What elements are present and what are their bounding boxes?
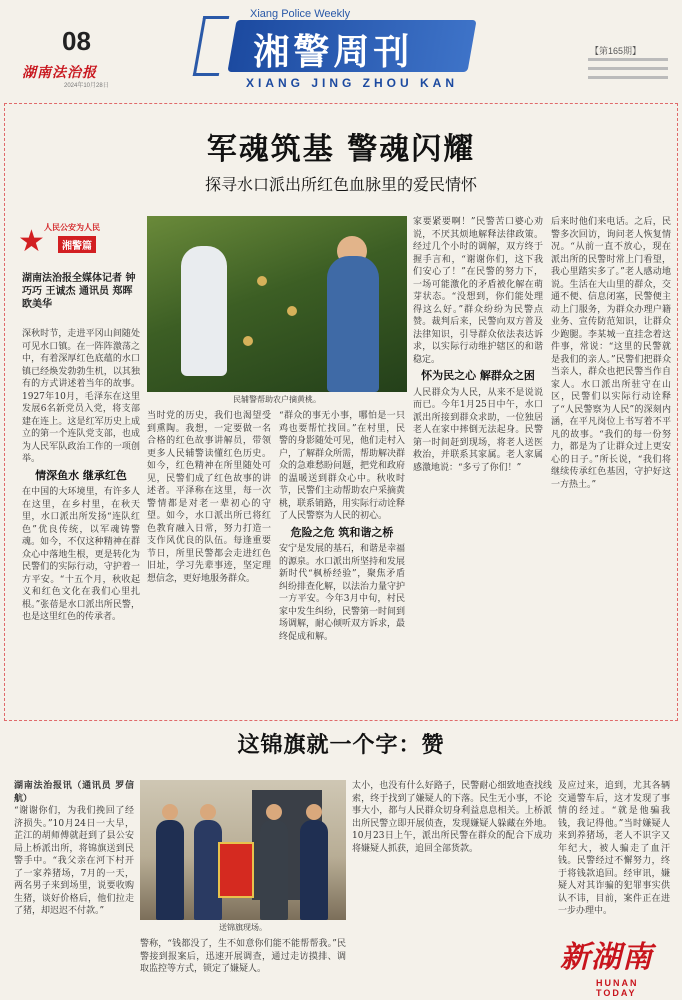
- column-tag-sub: 湘警篇: [58, 236, 96, 253]
- peach-icon: [257, 276, 267, 286]
- column-paragraph: 及应过来，追到，尤其各辆交通警车后，这才发现了事情的经过。“就是他骗我钱，我记得他。”当时嫌疑人来到养猪场，老人不识字又年纪大，被人骗走了血汗钱。民警经过不懈努力，终于将钱款追回。经审讯，嫌疑人对其诈骗的犯罪事实供认不讳，目前，案件正在进一步办理中。: [558, 781, 670, 916]
- photo-caption: 民辅警帮助农户摘黄桃。: [233, 395, 321, 404]
- editor-credits: [588, 58, 668, 85]
- officer-head: [200, 804, 216, 820]
- article2-byline: 湖南法治报讯（通讯员 罗信航）: [14, 781, 134, 804]
- brand-watermark-en: HUNAN TODAY: [596, 978, 639, 998]
- weekly-english-title: Xiang Police Weekly: [250, 8, 351, 20]
- section-title: 情深鱼水 继承红色: [35, 468, 127, 482]
- article-column-3: [279, 410, 405, 710]
- peach-icon: [287, 306, 297, 316]
- issue-number: 【第165期】: [590, 46, 642, 56]
- column-paragraph: 太小，也没有什么好路子，民警耐心细致地查找线索，终于找到了嫌疑人的下落。民生无小事，不论事大小，都与人民群众切身利益息息相关。上桥派出所民警立即开展侦查，发现嫌疑人躲藏在外地。10月23日上午，派出所民警在群众的配合下成功将嫌疑人抓获，追回全部货款。: [352, 781, 552, 854]
- article-column-5: [551, 216, 671, 710]
- citizen-figure: [260, 820, 288, 920]
- star-icon: ★: [18, 224, 45, 259]
- column-paragraph: “群众的事无小事，哪怕是一只鸡也要帮忙找回。”在村里，民警的身影随处可见，他们走村入户，了解群众所需，帮助解决群众的急难愁盼问题，把党和政府的温暖送到群众心中。秋收时节，民警们主动帮助农户采摘黄桃，联系销路，用实际行动诠释了人民警察为人民的初心。: [279, 411, 405, 521]
- column-paragraph: 安宁是发展的基石，和谐是幸福的源泉。水口派出所坚持和发展新时代“枫桥经验”，聚焦矛盾纠纷排查化解，以法治力量守护一方平安。今年3月中旬，村民家中发生纠纷，民警第一时间到场调解，耐心倾听双方诉求，最终促成和解。: [279, 544, 405, 642]
- column-paragraph: 在中国的大环境里，有许多人在这里，在乡村里，在秋天里，水口派出所发扬“连队红色”优良传统，以军魂铸警魂。如今，不仅这种精神在群众心中落地生根，更是转化为民警们的实际行动，守护着一方平安。“十五个月，秋收起义和红色文化在我们心里扎根。”张蓓是水口派出所民警，也是这里红色的传承者。: [22, 487, 140, 622]
- column-paragraph: 人民群众为人民，从来不是说说而已。今年1月25日中午，水口派出所接到群众求助，一位独居老人在家中摔倒无法起身。民警第一时间赶到现场，将老人送医救治，并联系其家属。老人家属感激地说：“多亏了你们！”: [413, 387, 543, 473]
- article2-column-3: [352, 780, 552, 994]
- officer-figure: [156, 820, 184, 920]
- officer-figure: [327, 256, 379, 392]
- officer-head: [162, 804, 178, 820]
- photo-banner-presentation: [140, 780, 346, 920]
- article-column-1: [22, 328, 140, 708]
- weekly-title-plate: [227, 20, 476, 72]
- column-tag-main: 人民公安为人民: [44, 222, 100, 232]
- peach-icon: [243, 336, 253, 346]
- brand-watermark: 新湖南: [560, 940, 653, 975]
- column-badge: [14, 216, 134, 262]
- column-paragraph: 当时党的历史，我们也渴望受到熏陶。我想，一定要做一名合格的红色故事讲解员，带领更多人民辅警读懂红色历史。如今，红色精神在所里随处可见，民警们成了红色故事的讲述者。平泽称在这里，每一次警情都是对老一辈初心的守望。如今，水口派出所已将红色教育融入日常，努力打造一支作风优良的队伍。每逢重要节日，所里民警都会走进红色旧址，学习先辈事迹，坚定理想信念，更好地服务群众。: [147, 411, 271, 584]
- photo-peach-harvest: [147, 216, 407, 392]
- officer-head: [306, 804, 322, 820]
- column-paragraph: 后来时他们来电话。之后，民警多次回访，询问老人恢复情况。“从前一直不放心，现在派出所的民警时常上门看望，我心里踏实多了。”老人感动地说。生活在大山里的群众，交通不便、信息闭塞，民警便主动上门服务，为群众办理户籍业务、宣传防范知识，让群众少跑腿。李某城一直挂念着这件事，常说：“这里的民警就是我们的亲人。”民警们把群众当亲人，群众也把民警当作自家人。水口派出所驻守在山区，民警们以实际行动诠释了“人民警察为人民”的深刻内涵，在平凡岗位上书写着不平凡的故事。“我们的每一份努力，都是为了让群众过上更安心的日子。”所长说，“我们将继续传承红色基因，守护好这一方热土。”: [551, 217, 671, 490]
- article-column-4: [413, 216, 543, 710]
- banner-bracket-icon: [193, 16, 230, 76]
- section-title: 危险之危 筑和谐之桥: [290, 525, 394, 539]
- officer-figure: [300, 820, 328, 920]
- article-byline: 湖南法治报全媒体记者 钟巧巧 王诚杰 通讯员 郑晖 欧美华: [22, 273, 136, 310]
- article2-headline: 这锦旗就一个字：赞: [237, 733, 445, 758]
- issue-date: 2024年10月28日: [64, 83, 109, 89]
- photo-caption: 送锦旗现场。: [219, 923, 267, 932]
- citizen-head: [266, 804, 282, 820]
- article-column-2: [147, 410, 271, 710]
- newspaper-logo: 湖南法治报: [22, 65, 97, 81]
- column-paragraph: 警称，“钱都没了，生不如意你们能不能帮帮我。”民警接到报案后，迅速开展调查，通过走访摸排、调取监控等方式，锁定了嫌疑人。: [140, 939, 346, 974]
- weekly-banner: [190, 4, 490, 92]
- weekly-pinyin: XIANG JING ZHOU KAN: [246, 76, 459, 90]
- section-title: 怀为民之心 解群众之困: [421, 369, 535, 382]
- weekly-title: 湘警周刊: [253, 32, 414, 73]
- page-number: 08: [62, 26, 91, 56]
- article2-column-2: [140, 938, 346, 994]
- column-paragraph: 深秋时节，走进平冈山间随处可见水口镇。在一阵阵激荡之中，有着深厚红色底蕴的水口镇已经焕发勃勃生机，以其独有的方式讲述着当年的故事。1927年10月，毛泽东在这里发展6名新党员入党，将支部建在连上。这是红军历史上成立的第一个连队党支部，也成为人民军队政治工作的一项创举。: [22, 329, 140, 464]
- article2-column-4: [558, 780, 670, 930]
- officer-figure: [181, 246, 227, 376]
- column-paragraph: 家要紧要啊！”民警苦口婆心劝说，不厌其烦地解释法律政策。经过几个小时的调解，双方终于握手言和，“谢谢你们，这下我们安心了！”在民警的努力下，一场可能激化的矛盾被化解在萌芽状态。“没想到，你们能处理得这么好。”群众纷纷为民警点赞。裁判后来，民警向双方普及法律知识，引导群众依法表达诉求，以实际行动维护辖区的和谐稳定。: [413, 217, 543, 365]
- article-headline: 军魂筑基 警魂闪耀: [206, 132, 476, 167]
- article2-column-1: [14, 780, 134, 994]
- article-subhead: 探寻水口派出所红色血脉里的爱民情怀: [204, 175, 477, 194]
- column-paragraph: “谢谢你们，为我们挽回了经济损失。”10月24日一大早，芷江的胡师傅就赶到了县公安局上桥派出所，将锦旗送到民警手中。“我父亲在河下村开了一家养猪场，7月的一天，两名男子来到场里，说要收购生猪，谈好价格后，他们拉走了猪，却迟迟不付款。”: [14, 806, 134, 916]
- silk-banner-icon: [218, 842, 254, 898]
